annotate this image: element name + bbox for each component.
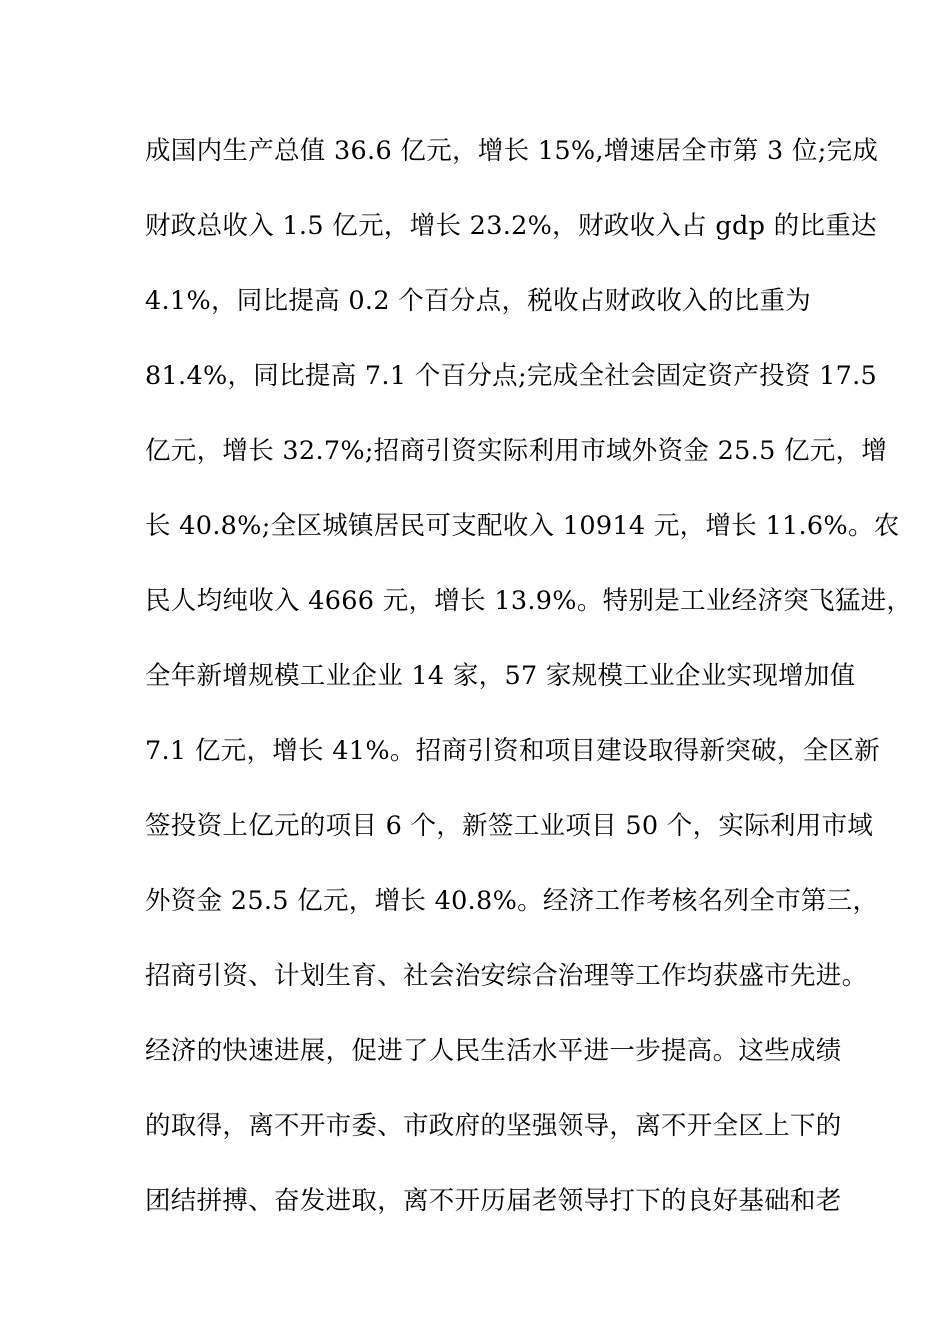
body-paragraph <box>145 126 913 1251</box>
text-line-8: 全年新增规模工业企业 14 家，57 家规模工业企业实现增加值 <box>145 661 856 691</box>
text-line-13: 经济的快速进展，促进了人民生活水平进一步提高。这些成绩 <box>145 1036 842 1066</box>
text-line-5: 亿元，增长 32.7%;招商引资实际利用市域外资金 25.5 亿元，增 <box>145 436 888 466</box>
text-line-11: 外资金 25.5 亿元，增长 40.8%。经济工作考核名列全市第三， <box>145 886 879 916</box>
text-line-3: 4.1%，同比提高 0.2 个百分点，税收占财政收入的比重为 <box>145 286 812 316</box>
text-line-10: 签投资上亿元的项目 6 个，新签工业项目 50 个，实际利用市域 <box>145 811 874 841</box>
text-line-14: 的取得，离不开市委、市政府的坚强领导，离不开全区上下的 <box>145 1111 842 1141</box>
text-line-12: 招商引资、计划生育、社会治安综合治理等工作均获盛市先进。 <box>145 961 868 991</box>
text-line-7: 民人均纯收入 4666 元，增长 13.9%。特别是工业经济突飞猛进， <box>145 586 913 616</box>
text-line-9: 7.1 亿元，增长 41%。招商引资和项目建设取得新突破，全区新 <box>145 736 881 766</box>
text-line-4: 81.4%，同比提高 7.1 个百分点;完成全社会固定资产投资 17.5 <box>145 361 878 391</box>
text-line-15: 团结拼搏、奋发进取，离不开历届老领导打下的良好基础和老 <box>145 1186 842 1216</box>
text-line-6: 长 40.8%;全区城镇居民可支配收入 10914 元，增长 11.6%。农 <box>145 511 900 541</box>
text-line-2: 财政总收入 1.5 亿元，增长 23.2%，财政收入占 gdp 的比重达 <box>145 211 877 241</box>
text-line-1: 成国内生产总值 36.6 亿元，增长 15%,增速居全市第 3 位;完成 <box>145 136 879 166</box>
